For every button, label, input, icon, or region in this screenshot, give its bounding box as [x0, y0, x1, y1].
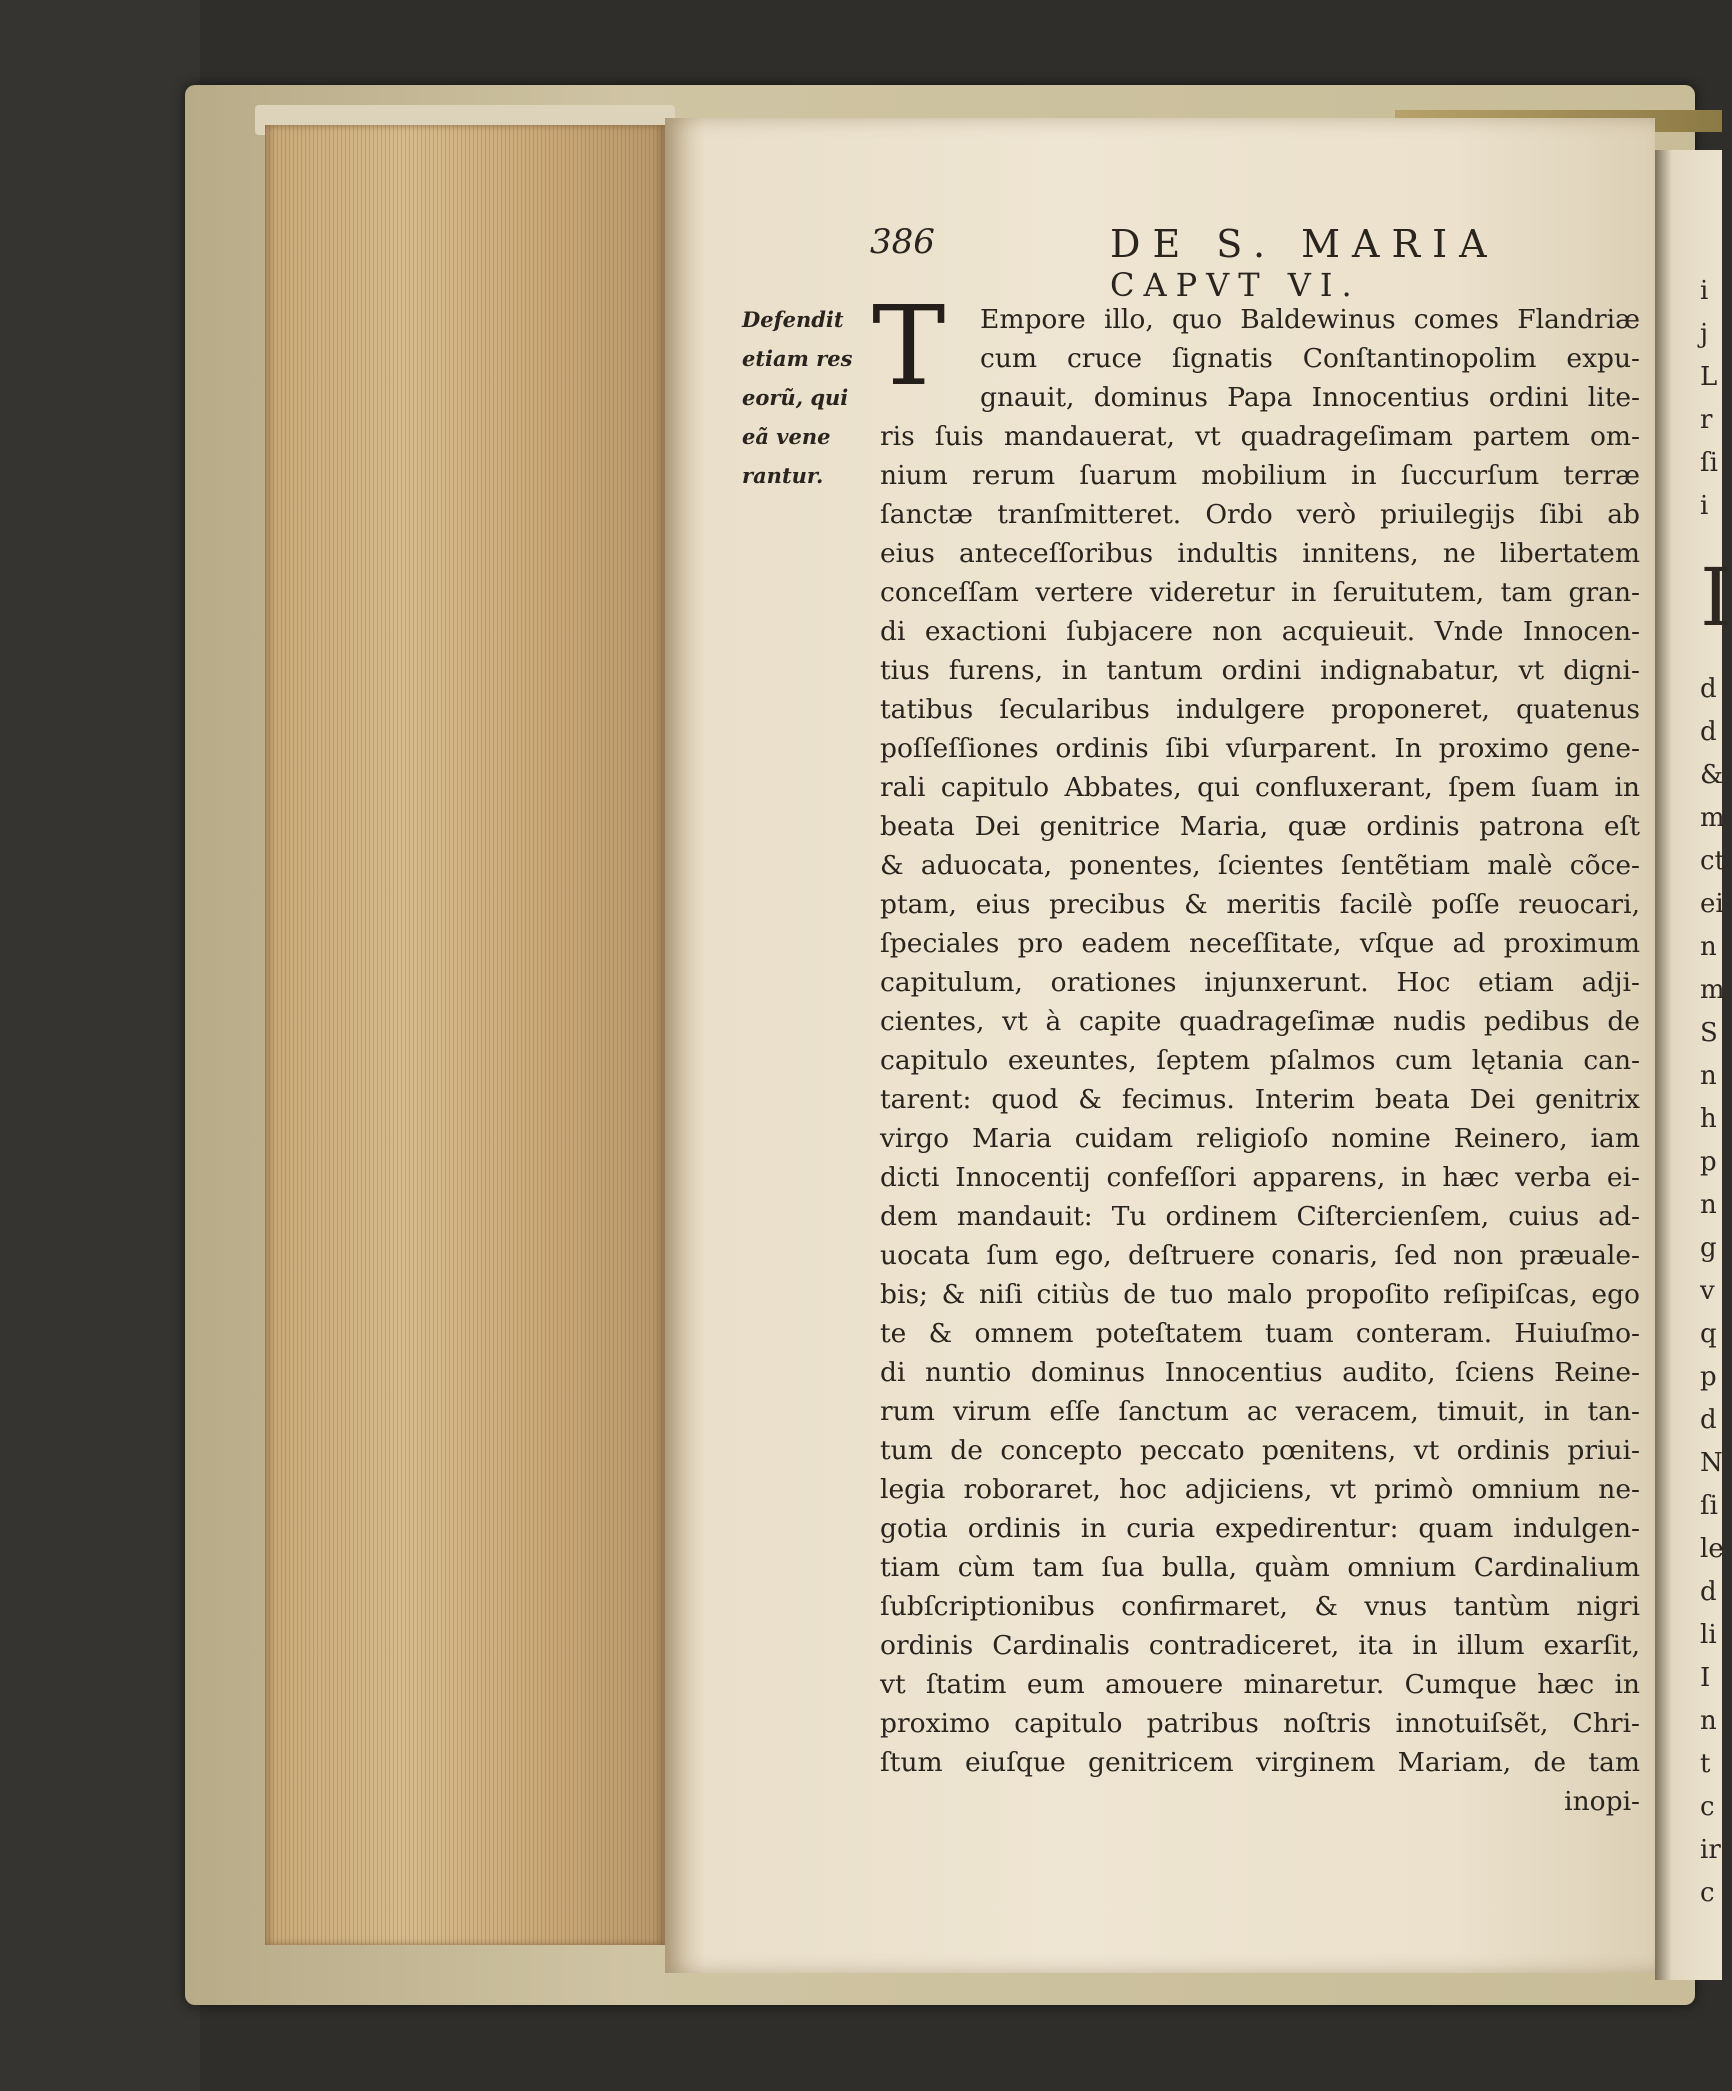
- text-line: cum cruce ſignatis Conſtantinopolim expu-: [980, 343, 1640, 374]
- text-line: poſſeſſiones ordinis ſibi vſurparent. In proximo gene-: [880, 733, 1640, 764]
- text-line: tum de concepto peccato pœnitens, vt ordinis priui-: [880, 1435, 1640, 1466]
- text-line: ſanctæ tranſmitteret. Ordo verò priuilegijs ſibi ab: [880, 499, 1640, 530]
- recto-fragment: m: [1700, 803, 1725, 833]
- page-block-fore-edge: [265, 125, 665, 1945]
- recto-fragment: N: [1700, 1448, 1723, 1478]
- chapter-heading: CAPVT VI.: [1110, 266, 1361, 304]
- text-line: nium rerum ſuarum mobilium in ſuccurſum terræ: [880, 460, 1640, 491]
- recto-fragment: d: [1700, 1577, 1717, 1607]
- text-line: inopi-: [1564, 1786, 1640, 1817]
- text-line: Empore illo, quo Baldewinus comes Flandriæ: [980, 304, 1640, 335]
- recto-fragment: n: [1700, 1061, 1717, 1091]
- page-number: 386: [870, 222, 935, 262]
- text-line: vt ſtatim eum amouere minaretur. Cumque hæc in: [880, 1669, 1640, 1700]
- recto-fragment: n: [1700, 932, 1717, 962]
- text-line: ſpeciales pro eadem neceſſitate, vſque ad proximum: [880, 928, 1640, 959]
- text-line: legia roboraret, hoc adjiciens, vt primò omnium ne-: [880, 1474, 1640, 1505]
- recto-fragment: i: [1700, 276, 1709, 306]
- recto-fragment: q: [1700, 1319, 1717, 1349]
- recto-fragment: r: [1700, 405, 1713, 435]
- recto-fragment: v: [1700, 1276, 1715, 1306]
- text-line: te & omnem poteſtatem tuam conteram. Huiuſmo-: [880, 1318, 1640, 1349]
- text-line: beata Dei genitrice Maria, quæ ordinis patrona eſt: [880, 811, 1640, 842]
- recto-fragment: i: [1700, 491, 1709, 521]
- recto-fragment: h: [1700, 1104, 1717, 1134]
- recto-fragment: le: [1700, 1534, 1724, 1564]
- recto-fragment: p: [1700, 1147, 1717, 1177]
- recto-fragment: d: [1700, 717, 1717, 747]
- text-line: eius anteceſſoribus indultis innitens, ne libertatem: [880, 538, 1640, 569]
- text-line: capitulum, orationes injunxerunt. Hoc etiam adji-: [880, 967, 1640, 998]
- recto-fragment: c: [1700, 1878, 1715, 1908]
- dark-background: [0, 0, 200, 2091]
- recto-fragment: li: [1700, 1620, 1717, 1650]
- text-line: rali capitulo Abbates, qui confluxerant, ſpem ſuam in: [880, 772, 1640, 803]
- text-line: proximo capitulo patribus noſtris innotuiſsẽt, Chri-: [880, 1708, 1640, 1739]
- text-line: ordinis Cardinalis contradiceret, ita in illum exarſit,: [880, 1630, 1640, 1661]
- recto-fragment: I: [1700, 1663, 1711, 1693]
- text-line: di exactioni ſubjacere non acquieuit. Vnde Innocen-: [880, 616, 1640, 647]
- text-line: capitulo exeuntes, ſeptem pſalmos cum lętania can-: [880, 1045, 1640, 1076]
- marginal-note: [742, 300, 862, 495]
- recto-fragment: m: [1700, 975, 1725, 1005]
- body-text: [880, 300, 1640, 1821]
- recto-fragment: n: [1700, 1190, 1717, 1220]
- text-line: ris ſuis mandauerat, vt quadrageſimam partem om-: [880, 421, 1640, 452]
- marginal-note-line: rantur.: [742, 463, 824, 488]
- text-line: conceſſam vertere videretur in ſeruitutem, tam gran-: [880, 577, 1640, 608]
- text-line: tatibus ſecularibus indulgere proponeret, quatenus: [880, 694, 1640, 725]
- recto-fragment: ſi: [1700, 448, 1718, 478]
- text-line: & aduocata, ponentes, ſcientes ſentẽtiam malè cõce-: [880, 850, 1640, 881]
- text-line: tarent: quod & fecimus. Interim beata Dei genitrix: [880, 1084, 1640, 1115]
- text-line: dem mandauit: Tu ordinem Ciſtercienſem, cuius ad-: [880, 1201, 1640, 1232]
- text-line: ſtum eiuſque genitricem virginem Mariam, de tam: [880, 1747, 1640, 1778]
- recto-fragment: d: [1700, 1405, 1717, 1435]
- recto-fragment: j: [1700, 319, 1709, 349]
- text-line: di nuntio dominus Innocentius audito, ſciens Reine-: [880, 1357, 1640, 1388]
- page-header: [870, 222, 1499, 272]
- text-line: gotia ordinis in curia expedirentur: quam indulgen-: [880, 1513, 1640, 1544]
- recto-fragment: ct: [1700, 846, 1726, 876]
- drop-cap-initial: T: [872, 282, 946, 410]
- marginal-note-line: eorũ, qui: [742, 385, 849, 410]
- text-line: tius furens, in tantum ordini indignabatur, vt digni-: [880, 655, 1640, 686]
- marginal-note-line: eã vene: [742, 424, 831, 449]
- text-line: gnauit, dominus Papa Innocentius ordini lite-: [980, 382, 1640, 413]
- recto-fragment: &: [1700, 760, 1724, 790]
- recto-fragment: I: [1700, 551, 1732, 644]
- recto-fragment: ir: [1700, 1835, 1721, 1865]
- recto-fragment: ſi: [1700, 1491, 1718, 1521]
- text-line: rum virum eſſe ſanctum ac veracem, timuit, in tan-: [880, 1396, 1640, 1427]
- running-title: DE S. MARIA: [1110, 222, 1499, 266]
- text-line: dicti Innocentij confeſſori apparens, in hæc verba ei-: [880, 1162, 1640, 1193]
- recto-page-text-fragments: [1700, 270, 1732, 1915]
- marginal-note-line: etiam res: [742, 346, 853, 371]
- text-line: ſubſcriptionibus confirmaret, & vnus tantùm nigri: [880, 1591, 1640, 1622]
- recto-fragment: ei: [1700, 889, 1724, 919]
- recto-fragment: n: [1700, 1706, 1717, 1736]
- text-line: ptam, eius precibus & meritis facilè poſſe reuocari,: [880, 889, 1640, 920]
- text-line: cientes, vt à capite quadrageſimæ nudis pedibus de: [880, 1006, 1640, 1037]
- marginal-note-line: Defendit: [742, 307, 844, 332]
- recto-fragment: t: [1700, 1749, 1711, 1779]
- recto-fragment: S: [1700, 1018, 1718, 1048]
- recto-fragment: c: [1700, 1792, 1715, 1822]
- text-line: uocata ſum ego, deſtruere conaris, ſed non præuale-: [880, 1240, 1640, 1271]
- text-line: tiam cùm tam ſua bulla, quàm omnium Cardinalium: [880, 1552, 1640, 1583]
- text-line: bis; & niſi citiùs de tuo malo propoſito reſipiſcas, ego: [880, 1279, 1640, 1310]
- text-line: virgo Maria cuidam religioſo nomine Reinero, iam: [880, 1123, 1640, 1154]
- recto-fragment: g: [1700, 1233, 1717, 1263]
- recto-fragment: d: [1700, 674, 1717, 704]
- recto-fragment: L: [1700, 362, 1718, 392]
- recto-fragment: p: [1700, 1362, 1717, 1392]
